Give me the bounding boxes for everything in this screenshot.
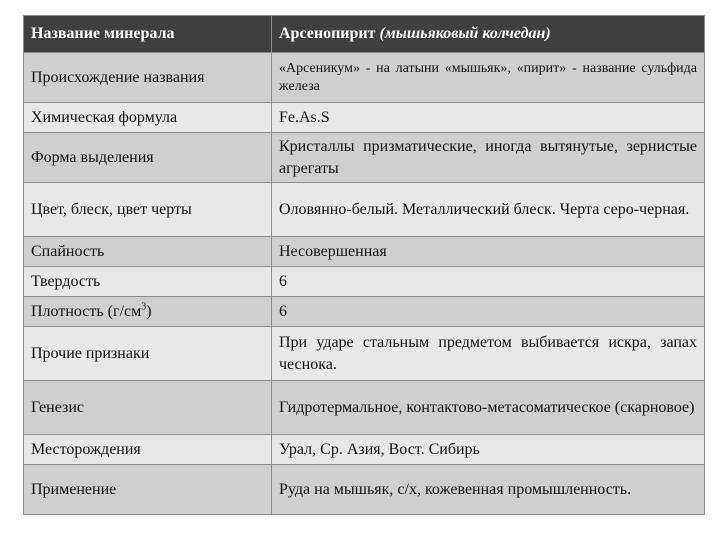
row-value: 6 [272,267,705,297]
table-row [24,103,705,133]
row-value: При ударе стальным предметом выбивается искра, запах чеснока. [272,327,705,381]
row-label: Прочие признаки [24,327,272,381]
row-value: Fe.As.S [272,103,705,133]
row-label: Химическая формула [24,103,272,133]
table-header-row [24,16,705,53]
mineral-name: Арсенопирит [279,25,376,42]
table-row [24,327,705,381]
table-row [24,133,705,183]
row-label: Происхождение названия [24,53,272,103]
mineral-properties-table [23,15,705,515]
row-label: Форма выделения [24,133,272,183]
row-value: «Арсеникум» - на латыни «мышьяк», «пирит» - название сульфида железа [272,53,705,103]
row-value: Кристаллы призматические, иногда вытянутые, зернистые агрегаты [272,133,705,183]
mineral-alt-name: (мышьяковый колчедан) [379,25,551,42]
table-row [24,183,705,237]
row-label: Твердость [24,267,272,297]
row-value: Урал, Ср. Азия, Вост. Сибирь [272,435,705,465]
header-label: Название минерала [31,25,175,42]
row-label: Генезис [24,381,272,435]
density-exponent: 3 [141,301,147,313]
row-value: 6 [272,297,705,327]
row-value: Руда на мышьяк, с/х, кожевенная промышленность. [272,465,705,515]
table-row [24,53,705,103]
row-label: Цвет, блеск, цвет черты [24,183,272,237]
table-row [24,267,705,297]
density-label-end: ) [146,302,152,320]
table-row [24,297,705,327]
table-row [24,465,705,515]
row-label: Применение [24,465,272,515]
table-row [24,381,705,435]
row-value: Несовершенная [272,237,705,267]
row-label: Месторождения [24,435,272,465]
row-value: Оловянно-белый. Металлический блеск. Черта серо-черная. [272,183,705,237]
row-value: Гидротермальное, контактово-метасоматическое (скарновое) [272,381,705,435]
row-label: Спайность [24,237,272,267]
header-label-cell [24,16,272,53]
table-row [24,435,705,465]
row-label [24,297,272,327]
header-value-cell [272,16,705,53]
table-row [24,237,705,267]
density-label: Плотность (г/см [31,302,142,320]
